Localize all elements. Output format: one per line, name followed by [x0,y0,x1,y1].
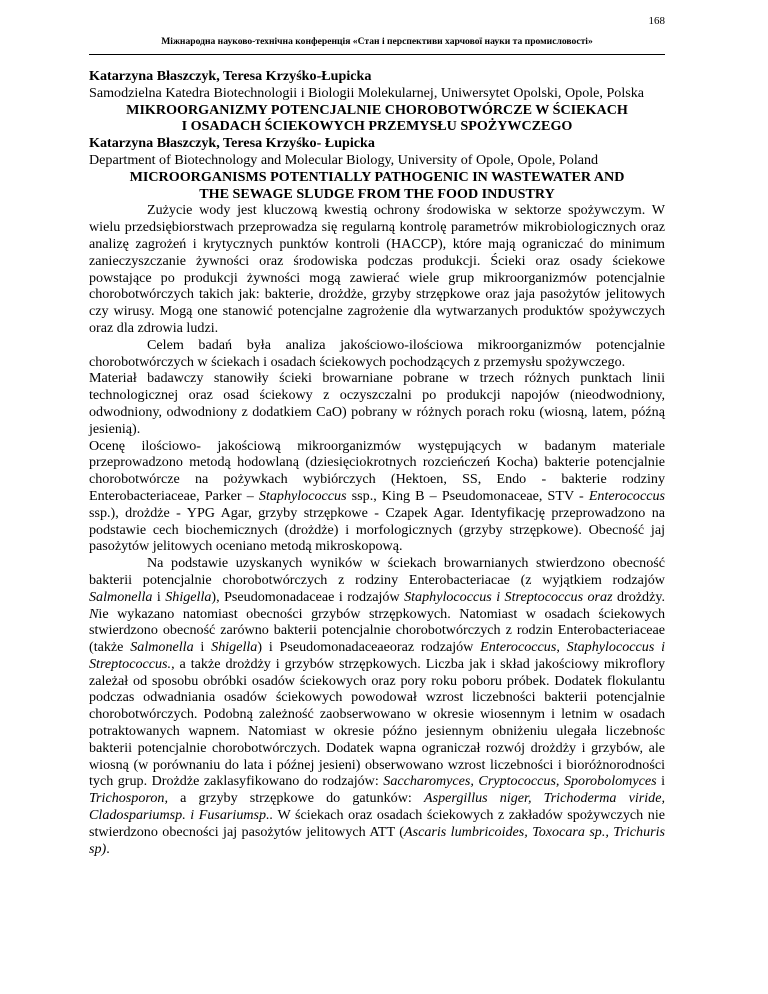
title-english-line2: THE SEWAGE SLUDGE FROM THE FOOD INDUSTRY [199,185,555,202]
page-number: 168 [648,15,665,27]
paragraph-introduction: Zużycie wody jest kluczową kwestią ochrony środowiska w sektorze spożywczym. W wielu przedsiębiorstwach przeprowadza się regularną kontrolę parametrów mikrobiologicznych oraz analizę zagrożeń i krytycznych punktów kontroli (HACCP), które mają ograniczać do minimum zanieczyszczanie żywności oraz środowiska podczas produkcji. Ścieki oraz osady ściekowe powstające po produkcji żywności mogą zawierać wiele grup mikroorganizmów potencjalnie chorobotwórczych takich jak: bakterie, drożdże, grzyby strzępkowe oraz jaja pasożytów jelitowych czy wirusy. Mogą one stanowić potencjalne zagrożenie dla wytwarzanych produktów spożywczych oraz dla zdrowia ludzi. [89,202,665,336]
affiliation-english: Department of Biotechnology and Molecular Biology, University of Opole, Opole, Poland [89,151,599,168]
header-divider [89,54,665,55]
paragraph-aim: Celem badań była analiza jakościowo-ilościowa mikroorganizmów potencjalnie chorobotwórczych w ściekach i osadach ściekowych pochodzących z przemysłu spożywczego. [89,336,665,370]
affiliation-polish: Samodzielna Katedra Biotechnologii i Biologii Molekularnej, Uniwersytet Opolski, Opole, Polska [89,84,645,101]
paragraph-methods: Ocenę ilościowo- jakościową mikroorganizmów występujących w badanym materiale przeprowadzono metodą hodowlaną (dziesięciokrotnych rozcieńczeń Kocha) bakterie potencjalnie chorobotwórcze na pożywkach wybiórczych (Hektoen, SS, Endo - bakterie rodziny Enterobacteriaceae, Parker – Staphylococcus ssp., King B – Pseudomonaceae, STV - Enterococcus ssp.), drożdże - YPG Agar, grzyby strzępkowe - Czapek Agar. Identyfikację przeprowadzono na podstawie cech biochemicznych (drożdże) i morfologicznych (grzyby strzępkowe). Obecność jaj pasożytów jelitowych oceniano metodą mikroskopową. [89,437,666,555]
title-polish-line2: I OSADACH ŚCIEKOWYCH PRZEMYSŁU SPOŻYWCZEGO [181,118,573,135]
title-polish-line1: MIKROORGANIZMY POTENCJALNIE CHOROBOTWÓRCZE W ŚCIEKACH [126,101,628,118]
authors-polish: Katarzyna Błaszczyk, Teresa Krzyśko-Łupicka [89,68,372,84]
article-body [89,68,665,857]
title-english-line1: MICROORGANISMS POTENTIALLY PATHOGENIC IN WASTEWATER AND [129,168,625,185]
paragraph-material: Materiał badawczy stanowiły ścieki browarniane pobrane w trzech różnych punktach linii technologicznej oraz osad ściekowy z oczyszczalni po produkcji napojów (nieodwodniony, odwodniony, odwodniony z dodatkiem CaO) pobrany w różnych porach roku (wiosną, latem, późną jesienią). [89,370,665,437]
running-header: Міжнародна науково-технічна конференція «Стан і перспективи харчової науки та промисловості» [161,36,593,47]
authors-english: Katarzyna Błaszczyk, Teresa Krzyśko- Łupicka [89,135,375,152]
paragraph-results: Na podstawie uzyskanych wyników w ściekach browarnianych stwierdzono obecność bakterii potencjalnie chorobotwórczych z rodziny Enterobacteriacae (z wyjątkiem rodzajów Salmonella i Shigella), Pseudomonadaceae i rodzajów Staphylococcus i Streptococcus oraz drożdży. Nie wykazano natomiast obecności grzybów strzępkowych. Natomiast w osadach ściekowych stwierdzono obecność zarówno bakterii potencjalnie chorobotwórczych z rodzin Enterobacteriaceae (także Salmonella i Shigella) i Pseudomonadaceaeoraz rodzajów Enterococcus, Staphylococcus i Streptococcus., a także drożdży i grzybów strzępkowych. Liczba jak i skład jakościowy mikroflory zależał od sposobu obróbki osadów ściekowych oraz pory roku poboru próbek. Dodatek flokulantu podczas odwadniania osadów ściekowych powodował wzrost liczebności bakterii potencjalnie chorobotwórczych. Podobną zależność zaobserwowano w okresie wiosennym i letnim w osadach potraktowanych wapnem. Natomiast w okresie późno jesiennym obniżeniu ulegała liczebnośc bakterii potencjalnie chorobotwórczych. Dodatek wapna ograniczał rozwój drożdży i grzybów, ale wiosną (w porównaniu do lata i późnej jesieni) obserwowano wzrost liczebności i bioróżnorodności tych grup. Drożdże zaklasyfikowano do rodzajów: Saccharomyces, Cryptococcus, Sporobolomyces i Trichosporon, a grzyby strzępkowe do gatunków: Aspergillus niger, Trichoderma viride, Cladospariumsp. i Fusariumsp.. W ściekach oraz osadach ściekowych z zakładów spożywczych nie stwierdzono obecności jaj pasożytów jelitowych ATT (Ascaris lumbricoides, Toxocara sp., Trichuris sp). [89,555,666,857]
